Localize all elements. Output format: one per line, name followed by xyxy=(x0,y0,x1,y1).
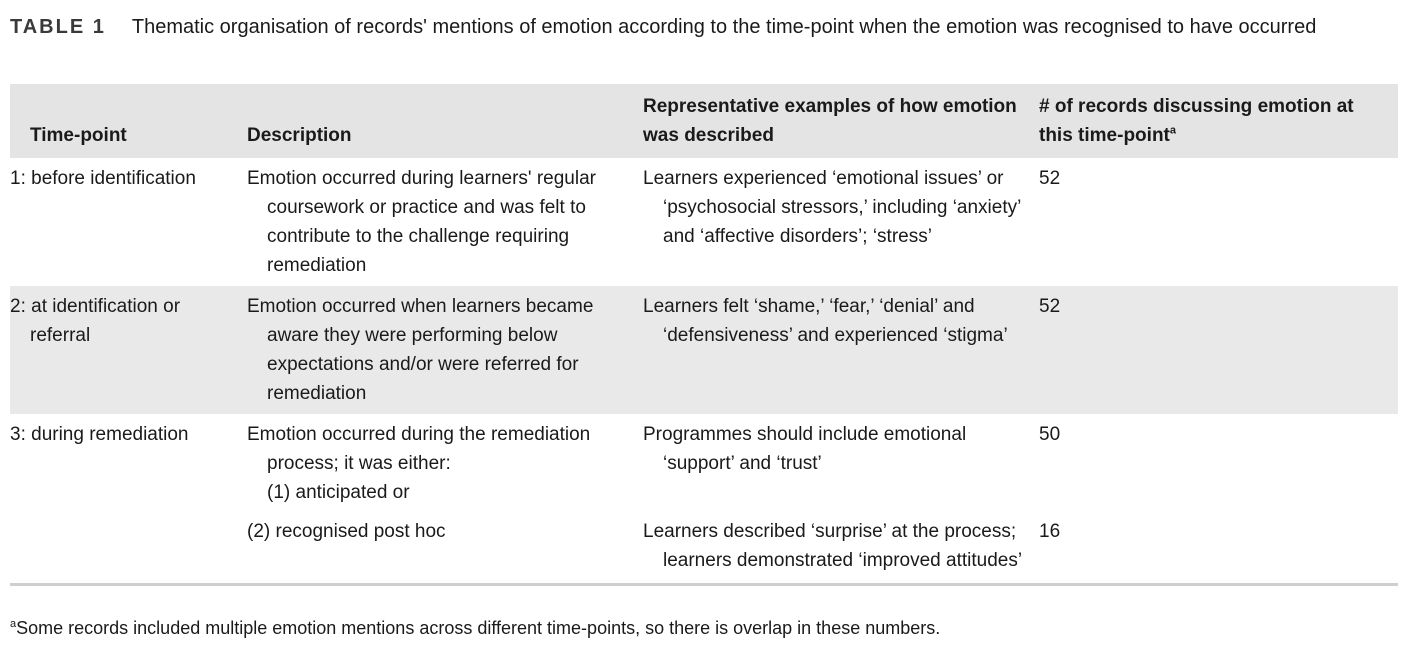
cell-examples: Learners described ‘surprise’ at the process; learners demonstrated ‘improved attitudes’ xyxy=(643,521,1023,571)
table-footnote xyxy=(10,614,940,642)
header-count-footnote-marker: a xyxy=(1169,124,1177,137)
table-container xyxy=(10,84,1398,586)
table-title: Thematic organisation of records' mentions of emotion according to the time-point when the emotion was recognised to have occurred xyxy=(131,16,1317,38)
table-caption xyxy=(10,12,1390,43)
table-row xyxy=(10,513,1398,583)
cell-count: 50 xyxy=(1039,424,1061,445)
cell-examples: Programmes should include emotional ‘support’ and ‘trust’ xyxy=(643,424,967,474)
data-table xyxy=(10,84,1398,583)
footnote-marker: a xyxy=(10,618,17,630)
header-timepoint: Time-point xyxy=(30,125,127,146)
cell-description xyxy=(247,414,643,513)
cell-timepoint: 1: before identification xyxy=(10,168,196,189)
cell-examples: Learners felt ‘shame,’ ‘fear,’ ‘denial’ and ‘defensiveness’ and experienced ‘stigma’ xyxy=(643,296,1008,346)
header-examples: Representative examples of how emotion was described xyxy=(643,96,1017,146)
cell-timepoint: 3: during remediation xyxy=(10,424,189,445)
table-row xyxy=(10,286,1398,414)
cell-timepoint: 2: at identification or referral xyxy=(10,296,181,346)
cell-examples: Learners experienced ‘emotional issues’ or ‘psychosocial stressors,’ including ‘anxiety’ and ‘affective disorders’; ‘stress’ xyxy=(643,168,1021,247)
cell-description: Emotion occurred during learners' regular coursework or practice and was felt to contribute to the challenge requiring remediation xyxy=(247,168,596,276)
cell-description-sub: (1) anticipated or xyxy=(267,482,410,503)
table-label: TABLE 1 xyxy=(10,16,106,38)
header-description: Description xyxy=(247,125,352,146)
header-count-text: # of records discussing emotion at this time-point xyxy=(1039,96,1354,146)
cell-description: Emotion occurred when learners became aware they were performing below expectations and/or were referred for remediation xyxy=(247,296,594,404)
table-header-row xyxy=(10,84,1398,158)
table-row xyxy=(10,414,1398,513)
cell-description: (2) recognised post hoc xyxy=(247,521,446,542)
cell-count: 52 xyxy=(1039,296,1061,317)
table-row xyxy=(10,158,1398,286)
cell-count: 52 xyxy=(1039,168,1061,189)
footnote-text: Some records included multiple emotion mentions across different time-points, so there is overlap in these numbers. xyxy=(16,618,941,638)
cell-count: 16 xyxy=(1039,521,1061,542)
cell-timepoint xyxy=(10,513,247,583)
cell-description-main: Emotion occurred during the remediation process; it was either: xyxy=(247,424,591,474)
table-bottom-rule xyxy=(10,583,1398,586)
header-count xyxy=(1039,84,1398,158)
